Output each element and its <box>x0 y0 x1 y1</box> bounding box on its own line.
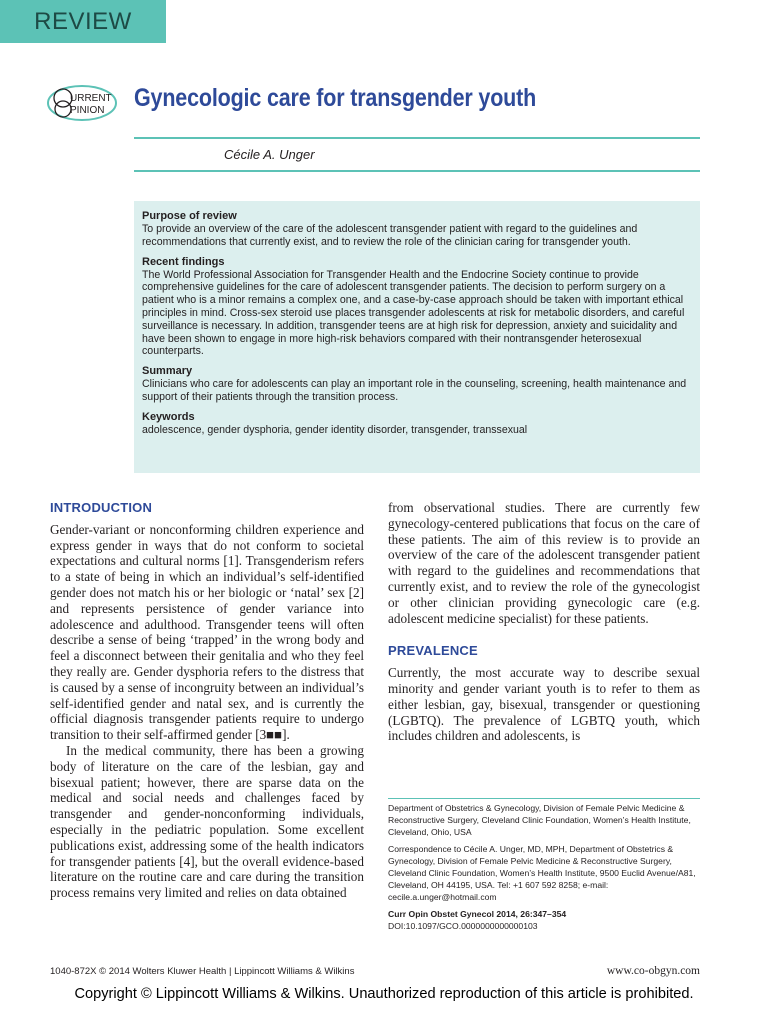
doi-text: DOI:10.1097/GCO.0000000000000103 <box>388 921 538 931</box>
right-column <box>388 500 700 744</box>
department-text: Department of Obstetrics & Gynecology, Division of Female Pelvic Medicine & Reconstructive Surgery, Cleveland Clinic Foundation, Women’s Health Institute, Cleveland, Ohio, USA <box>388 803 691 837</box>
copyright-notice: Copyright © Lippincott Williams & Wilkins. Unauthorized reproduction of this article is prohibited. <box>74 986 694 1002</box>
author-rule <box>134 170 700 172</box>
author-name: Cécile A. Unger <box>224 147 315 162</box>
correspondence-text: Correspondence to Cécile A. Unger, MD, MPH, Department of Obstetrics & Gynecology, Division of Female Pelvic Medicine & Reconstructive Surgery, Cleveland Clinic Foundation, Women’s Health Institute, 9500 Euclid Avenue/A81, Cleveland, OH 44195, USA. Tel: +1 607 592 8258; e-mail: cecile.a.unger@hotmail.com <box>388 844 696 902</box>
keywords-heading: Keywords <box>142 410 195 423</box>
left-column <box>50 500 364 901</box>
logo-text-line1: URRENT <box>70 93 112 104</box>
journal-citation: Curr Opin Obstet Gynecol 2014, 26:347–354 <box>388 909 567 919</box>
findings-heading: Recent findings <box>142 255 225 268</box>
prevalence-heading: PREVALENCE <box>388 643 478 659</box>
introduction-heading: INTRODUCTION <box>50 500 153 515</box>
footer-website-link[interactable]: www.co-obgyn.com <box>606 965 700 977</box>
article-title: Gynecologic care for transgender youth <box>134 84 537 112</box>
intro-paragraph-2: In the medical community, there has been a growing body of literature on the care of the lesbian, gay and bisexual patient; however, there are sparse data on the medical and social needs and challenges faced by transgender and gender-nonconforming individuals, especially in the pediatric population. Some excellent publications exist, addressing some of the health indicators for transgender patients [4], but the overall evidence-based literature on the routine care and care during the transition process remains very limited and relies on data obtained <box>50 742 364 901</box>
summary-heading: Summary <box>142 365 193 378</box>
keywords-text: adolescence, gender dysphoria, gender identity disorder, transgender, transsexual <box>142 423 528 436</box>
review-label: REVIEW <box>0 0 166 43</box>
intro-paragraph-1: Gender-variant or nonconforming children experience and express gender in ways that do not conform to societal expectations and cultural norms [1]. Transgenderism refers to a state of being in which an individual’s self-identified gender does not match his or her biologic or ‘natal’ sex [2] and represents persistence of gender variance into adolescence and adulthood. Transgender teens will often describe a sense of being ‘trapped’ in the wrong body and feel a disconnect between their genitalia and who they feel they really are. Gender dysphoria refers to the distress that is caused by a sense of incongruity between an individual’s self-identified gender and natal sex, and is currently the official diagnosis transgender patients require to undergo transition to their self-affirmed gender [3■■]. <box>50 521 364 743</box>
logo-text-line2: PINION <box>70 105 105 116</box>
footer-issn: 1040-872X © 2014 Wolters Kluwer Health | Lippincott Williams & Wilkins <box>50 966 355 977</box>
findings-text: The World Professional Association for Transgender Health and the Endocrine Society continue to provide comprehensive guidelines for the care of adolescent transgender patients. The decision to perform surgery on a patient who is a minor remains a complex one, and a case-by-case approach should be taken with important ethical principles in mind. Cross-sex steroid use places transgender adolescents at risk for metabolic disorders, and careful surveillance is necessary. In addition, transgender teens are at high risk for depression, anxiety and suicidality and have been shown to engage in more high-risk behaviors compared with their nontransgender heterosexual counterparts. <box>142 268 685 358</box>
prevalence-paragraph: Currently, the most accurate way to describe sexual minority and gender variant youth is to refer to them as either lesbian, gay, bisexual, transgender or questioning (LGBTQ). The prevalence of LGBTQ youth, which includes children and adolescents, is <box>388 665 700 744</box>
purpose-heading: Purpose of review <box>142 210 237 222</box>
summary-text: Clinicians who care for adolescents can play an important role in the counseling, screening, health maintenance and support of their patients through the transition process. <box>142 378 687 403</box>
right-paragraph-1: from observational studies. There are currently few gynecology-centered publications that focus on the care of these patients. The aim of this review is to provide an overview of the care of the adolescent transgender patient with regard to the guidelines and recommendations that currently exist, and to review the role of the gynecologist or other clinician providing gynecologic care (e.g. adolescent medicine specialist) for these patients. <box>388 500 700 626</box>
purpose-text: To provide an overview of the care of the adolescent transgender patient with regard to the guidelines and recommendations that currently exist, and to review the role of the clinician caring for transgender youth. <box>142 223 638 248</box>
abstract-box <box>134 201 700 473</box>
title-rule <box>134 137 700 139</box>
current-opinion-logo <box>46 84 118 122</box>
affiliation-block <box>388 798 700 932</box>
